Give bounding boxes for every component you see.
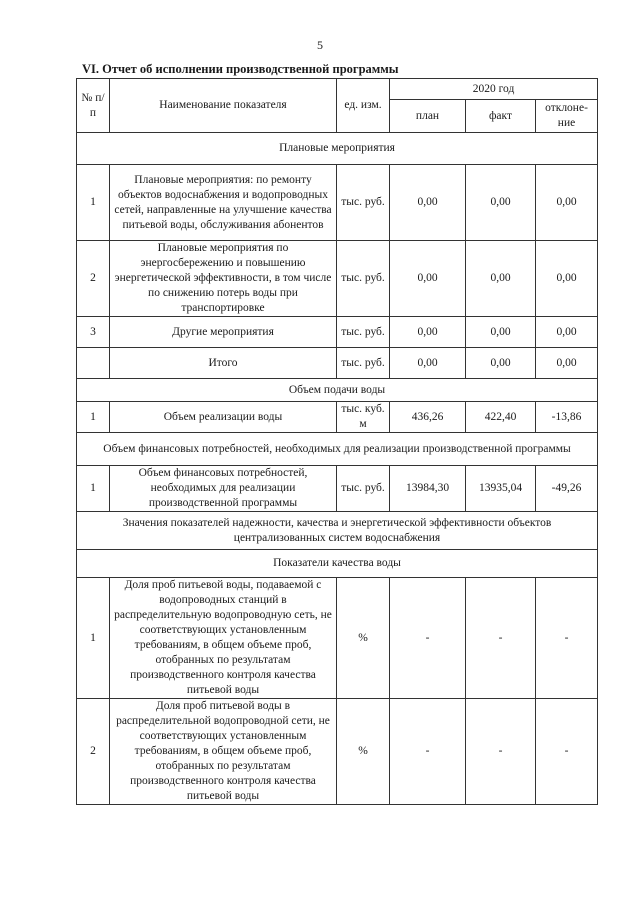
row-plan: 13984,30 [390,466,466,512]
table-row [77,317,598,348]
row-name: Плановые мероприятия: по ремонту объектов водоснабжения и водопроводных сетей, направленные на улучшение качества питьевой воды, обслуживания абонентов [110,165,337,241]
header-unit: ед. изм. [337,79,390,133]
row-plan: - [390,699,466,805]
section-row [77,550,598,578]
section-finance: Объем финансовых потребностей, необходимых для реализации производственной программы [77,433,598,466]
row-plan: - [390,578,466,699]
row-num: 1 [77,578,110,699]
header-num: № п/п [77,79,110,133]
row-name: Объем реализации воды [110,402,337,433]
row-num: 3 [77,317,110,348]
section-row [77,133,598,165]
row-name: Плановые мероприятия по энергосбережению и повышению энергетической эффективности, в том числе по снижению потерь воды при транспортировке [110,241,337,317]
row-deviation: 0,00 [536,165,598,241]
row-fact: - [466,578,536,699]
section-row [77,512,598,550]
row-unit: тыс. руб. [337,466,390,512]
row-num: 1 [77,165,110,241]
total-row [77,348,598,379]
row-fact: 13935,04 [466,466,536,512]
row-plan: 0,00 [390,317,466,348]
row-unit: тыс. руб. [337,165,390,241]
row-plan: 436,26 [390,402,466,433]
table-row [77,466,598,512]
table-row [77,578,598,699]
row-num: 2 [77,699,110,805]
row-fact: 0,00 [466,241,536,317]
row-num: 2 [77,241,110,317]
row-fact: 0,00 [466,165,536,241]
section-indicators: Значения показателей надежности, качества и энергетической эффективности объектов централизованных систем водоснабжения [77,512,598,550]
row-name: Доля проб питьевой воды, подаваемой с водопроводных станций в распределительную водопроводную сеть, не соответствующих установленным требованиям, в общем объеме проб, отобранных по результатам производственного контроля качества питьевой воды [110,578,337,699]
section-supply: Объем подачи воды [77,379,598,402]
row-num: 1 [77,466,110,512]
row-deviation: -13,86 [536,402,598,433]
row-unit: % [337,699,390,805]
row-name: Другие мероприятия [110,317,337,348]
header-fact: факт [466,100,536,133]
row-unit: тыс. руб. [337,241,390,317]
program-report-table [76,78,598,805]
row-deviation: 0,00 [536,348,598,379]
row-fact: - [466,699,536,805]
table-header-row [77,79,598,100]
row-deviation: - [536,578,598,699]
row-num [77,348,110,379]
table-row [77,402,598,433]
page-number: 5 [317,38,323,52]
row-num: 1 [77,402,110,433]
row-plan: 0,00 [390,241,466,317]
section-quality: Показатели качества воды [77,550,598,578]
row-fact: 0,00 [466,317,536,348]
row-deviation: -49,26 [536,466,598,512]
row-plan: 0,00 [390,165,466,241]
header-deviation: отклоне-ние [536,100,598,133]
row-deviation: - [536,699,598,805]
row-unit: тыс. руб. [337,317,390,348]
row-unit: тыс. куб. м [337,402,390,433]
header-year: 2020 год [390,79,598,100]
table-row [77,699,598,805]
section-row [77,433,598,466]
header-name: Наименование показателя [110,79,337,133]
section-row [77,379,598,402]
row-fact: 0,00 [466,348,536,379]
header-plan: план [390,100,466,133]
row-fact: 422,40 [466,402,536,433]
row-unit: тыс. руб. [337,348,390,379]
row-unit: % [337,578,390,699]
row-name: Доля проб питьевой воды в распределительной водопроводной сети, не соответствующих установленным требованиям, в общем объеме проб, отобранных по результатам производственного контроля качества питьевой воды [110,699,337,805]
row-plan: 0,00 [390,348,466,379]
section-planned: Плановые мероприятия [77,133,598,165]
table-row [77,241,598,317]
row-deviation: 0,00 [536,317,598,348]
table-row [77,165,598,241]
row-name: Объем финансовых потребностей, необходимых для реализации производственной программы [110,466,337,512]
row-deviation: 0,00 [536,241,598,317]
row-name: Итого [110,348,337,379]
section-title: VI. Отчет об исполнении производственной программы [82,62,399,76]
